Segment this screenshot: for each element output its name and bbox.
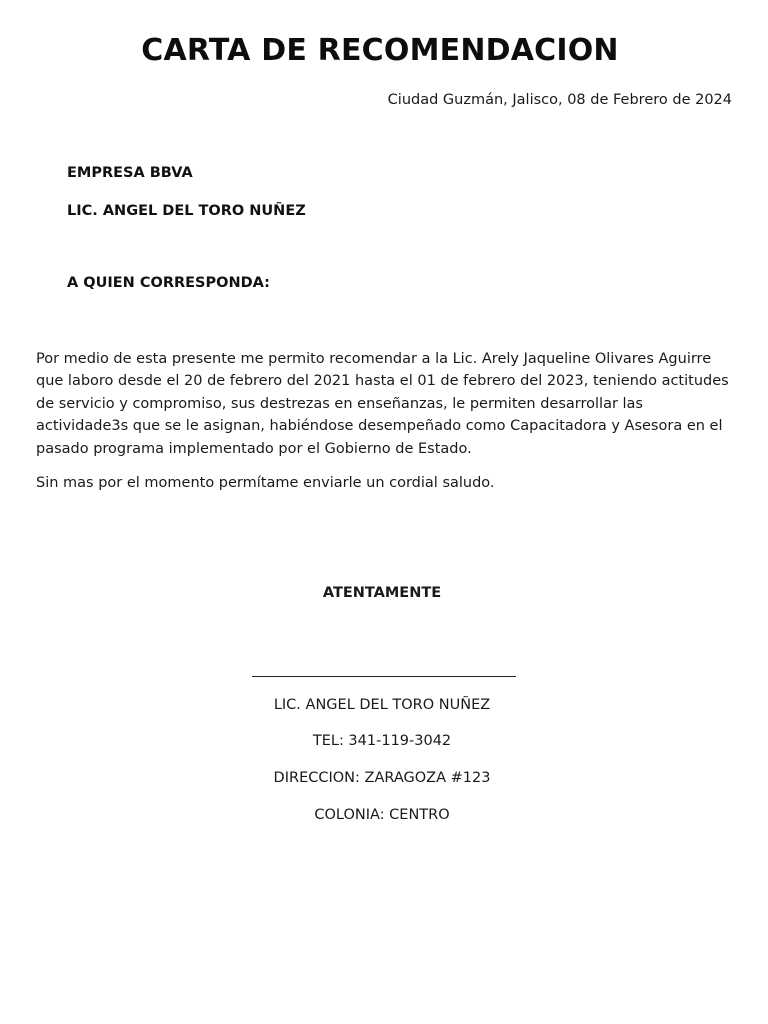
body-paragraph: Por medio de esta presente me permito recomendar a la Lic. Arely Jaqueline Olivares Aguirre que laboro desde el 20 de febrero del 2021 hasta el 01 de febrero del 2023, teniendo actitudes de servicio y compromiso, sus destrezas en enseñanzas, le permiten desarrollar las actividade3s que se le asignan, habiéndose desempeñado como Capacitadora y Asesora en el pasado programa implementado por el Gobierno de Estado. [36, 351, 729, 457]
date-line: Ciudad Guzmán, Jalisco, 08 de Febrero de 2024 [387, 92, 732, 108]
signature-phone: TEL: 341-119-3042 [312, 733, 452, 749]
signature-neighborhood: COLONIA: CENTRO [314, 807, 450, 823]
salutation: A QUIEN CORRESPONDA: [67, 275, 270, 291]
closing-word: ATENTAMENTE [322, 585, 442, 601]
signature-line [252, 676, 516, 677]
letter-title: CARTA DE RECOMENDACION [141, 33, 619, 68]
company-name: EMPRESA BBVA [67, 165, 193, 181]
signature-name: LIC. ANGEL DEL TORO NUÑEZ [273, 697, 491, 713]
closing-paragraph: Sin mas por el momento permítame enviarle un cordial saludo. [36, 475, 495, 491]
signature-address: DIRECCION: ZARAGOZA #123 [273, 770, 491, 786]
recipient-name: LIC. ANGEL DEL TORO NUÑEZ [67, 203, 306, 219]
